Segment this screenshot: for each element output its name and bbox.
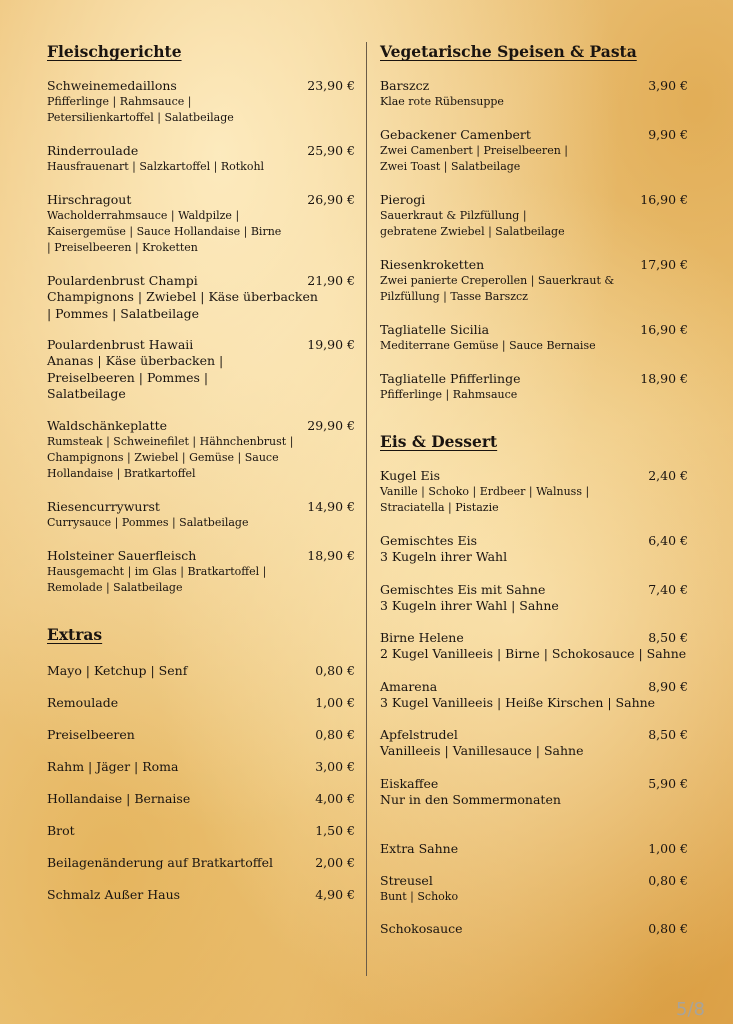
- item-price: 29,90 €: [307, 417, 355, 433]
- addon-item: [380, 840, 688, 857]
- menu-item: [380, 467, 688, 516]
- item-name: Extra Sahne: [380, 841, 459, 856]
- item-description: 3 Kugeln ihrer Wahl | Sahne: [380, 597, 559, 613]
- item-description: Ananas | Käse überbacken | Preiselbeeren | Pommes | Salatbeilage: [47, 353, 224, 401]
- item-description: Nur in den Sommermonaten: [380, 791, 561, 807]
- item-price: 2,40 €: [648, 468, 688, 483]
- menu-item: [47, 417, 355, 482]
- extra-item: [47, 790, 355, 807]
- extra-item: [47, 886, 355, 903]
- item-price: 8,90 €: [648, 678, 688, 694]
- item-description: Sauerkraut & Pilzfüllung | gebratene Zwiebel | Salatbeilage: [380, 209, 565, 238]
- item-name: Schmalz Außer Haus: [47, 886, 181, 902]
- item-name: Gemischtes Eis mit Sahne: [380, 581, 546, 597]
- extra-item: [47, 822, 355, 839]
- addon-item: [380, 872, 688, 905]
- item-name: Remoulade: [47, 694, 119, 710]
- item-name: Apfelstrudel: [380, 727, 458, 742]
- item-description: Pfifferlinge | Rahmsauce: [380, 388, 518, 401]
- item-price: 1,00 €: [648, 841, 688, 856]
- item-description: Vanilleeis | Vanillesauce | Sahne: [380, 743, 584, 758]
- item-price: 5,90 €: [648, 775, 688, 791]
- item-description: 3 Kugel Vanilleeis | Heiße Kirschen | Sahne: [380, 694, 656, 710]
- item-name: Pierogi: [380, 192, 426, 207]
- menu-item: [380, 775, 688, 809]
- menu-item: [380, 256, 688, 305]
- item-description: Zwei panierte Creperollen | Sauerkraut & Pilzfüllung | Tasse Barszcz: [380, 274, 615, 303]
- item-price: 14,90 €: [307, 498, 355, 514]
- item-price: 4,00 €: [315, 790, 355, 806]
- item-name: Rahm | Jäger | Roma: [47, 758, 179, 774]
- item-price: 0,80 €: [648, 921, 688, 936]
- item-name: Poulardenbrust Champi: [47, 273, 198, 288]
- item-price: 16,90 €: [640, 192, 688, 207]
- item-name: Tagliatelle Pfifferlinge: [380, 371, 521, 386]
- item-name: Brot: [47, 822, 75, 838]
- item-name: Holsteiner Sauerfleisch: [47, 547, 197, 563]
- item-description: Mediterrane Gemüse | Sauce Bernaise: [380, 339, 596, 352]
- item-price: 17,90 €: [640, 257, 688, 272]
- item-description: Rumsteak | Schweinefilet | Hähnchenbrust | Champignons | Zwiebel | Gemüse | Sauce Hollandaise | Bratkartoffel: [47, 434, 294, 480]
- item-price: 18,90 €: [640, 371, 688, 386]
- item-name: Preiselbeeren: [47, 726, 135, 742]
- item-name: Birne Helene: [380, 630, 464, 645]
- menu-item: [380, 126, 688, 175]
- right-column: [380, 40, 688, 937]
- item-name: Amarena: [380, 678, 438, 694]
- item-name: Poulardenbrust Hawaii: [47, 337, 194, 352]
- menu-item: [47, 547, 355, 596]
- item-name: Beilagenänderung auf Bratkartoffel: [47, 854, 274, 870]
- item-name: Eiskaffee: [380, 775, 439, 791]
- item-price: 19,90 €: [307, 337, 355, 352]
- menu-item: [380, 678, 688, 712]
- item-price: 3,00 €: [315, 758, 355, 774]
- column-divider: [366, 42, 367, 976]
- menu-item: [380, 629, 688, 663]
- item-description: Champignons | Zwiebel | Käse überbacken | Pommes | Salatbeilage: [47, 289, 318, 321]
- item-name: Barszcz: [380, 78, 430, 93]
- item-description: Pfifferlinge | Rahmsauce | Petersilienkartoffel | Salatbeilage: [47, 95, 234, 124]
- item-description: Currysauce | Pommes | Salatbeilage: [47, 515, 249, 529]
- item-price: 3,90 €: [648, 78, 688, 93]
- addon-item: [380, 920, 688, 937]
- item-price: 8,50 €: [648, 727, 688, 742]
- item-price: 1,00 €: [315, 694, 355, 710]
- item-name: Riesencurrywurst: [47, 498, 160, 514]
- item-price: 0,80 €: [315, 726, 355, 742]
- item-description: Hausgemacht | im Glas | Bratkartoffel | Remolade | Salatbeilage: [47, 564, 267, 594]
- item-description: Klae rote Rübensuppe: [380, 95, 504, 108]
- menu-item: [47, 191, 355, 256]
- item-price: 23,90 €: [307, 78, 355, 93]
- item-description: Hausfrauenart | Salzkartoffel | Rotkohl: [47, 160, 265, 173]
- section-title-extras: Extras: [47, 624, 103, 644]
- item-description: Zwei Camenbert | Preiselbeeren | Zwei Toast | Salatbeilage: [380, 144, 568, 173]
- extra-item: [47, 662, 355, 679]
- item-price: 0,80 €: [648, 873, 688, 888]
- item-price: 2,00 €: [315, 854, 355, 870]
- menu-item: [380, 726, 688, 760]
- menu-item: [47, 77, 355, 126]
- item-price: 16,90 €: [640, 322, 688, 337]
- item-description: Wacholderrahmsauce | Waldpilze | Kaisergemüse | Sauce Hollandaise | Birne | Preiselbeeren | Kroketten: [47, 209, 282, 254]
- left-column: [47, 40, 355, 903]
- menu-item: [380, 321, 688, 354]
- item-price: 8,50 €: [648, 630, 688, 645]
- menu-item: [380, 370, 688, 403]
- extra-item: [47, 726, 355, 743]
- item-price: 1,50 €: [315, 822, 355, 838]
- item-price: 18,90 €: [307, 547, 355, 563]
- section-title-fleischgerichte: Fleischgerichte: [47, 42, 182, 61]
- item-description: Bunt | Schoko: [380, 890, 459, 903]
- menu-item: [47, 142, 355, 175]
- item-description: Vanille | Schoko | Erdbeer | Walnuss | Straciatella | Pistazie: [380, 485, 590, 514]
- item-name: Gebackener Camenbert: [380, 127, 531, 142]
- menu-item: [47, 272, 355, 322]
- item-price: 9,90 €: [648, 127, 688, 142]
- item-name: Gemischtes Eis: [380, 533, 478, 548]
- item-name: Schweinemedaillons: [47, 78, 177, 93]
- item-price: 21,90 €: [307, 273, 355, 288]
- item-price: 4,90 €: [315, 886, 355, 902]
- item-name: Kugel Eis: [380, 468, 441, 483]
- item-price: 25,90 €: [307, 143, 355, 158]
- page-number: 5/8: [676, 999, 705, 1020]
- item-price: 7,40 €: [648, 581, 688, 597]
- menu-item: [47, 336, 355, 403]
- menu-item: [380, 532, 688, 566]
- item-description: 3 Kugeln ihrer Wahl: [380, 549, 508, 564]
- section-title-eis-dessert: Eis & Dessert: [380, 432, 498, 451]
- extra-item: [47, 758, 355, 775]
- item-name: Tagliatelle Sicilia: [380, 322, 490, 337]
- menu-item: [380, 191, 688, 240]
- item-name: Mayo | Ketchup | Senf: [47, 662, 188, 678]
- item-price: 6,40 €: [648, 533, 688, 548]
- menu-item: [47, 498, 355, 531]
- item-name: Hirschragout: [47, 192, 132, 207]
- item-price: 26,90 €: [307, 192, 355, 207]
- menu-item: [380, 581, 688, 615]
- extra-item: [47, 694, 355, 711]
- item-name: Hollandaise | Bernaise: [47, 790, 191, 806]
- item-description: 2 Kugel Vanilleeis | Birne | Schokosauce | Sahne: [380, 646, 687, 661]
- item-name: Riesenkroketten: [380, 257, 485, 272]
- item-name: Rinderroulade: [47, 143, 139, 158]
- item-name: Waldschänkeplatte: [47, 417, 168, 433]
- item-name: Schokosauce: [380, 921, 463, 936]
- item-name: Streusel: [380, 873, 433, 888]
- item-price: 0,80 €: [315, 662, 355, 678]
- section-title-vegetarisch: Vegetarische Speisen & Pasta: [380, 42, 637, 61]
- extra-item: [47, 854, 355, 871]
- menu-item: [380, 77, 688, 110]
